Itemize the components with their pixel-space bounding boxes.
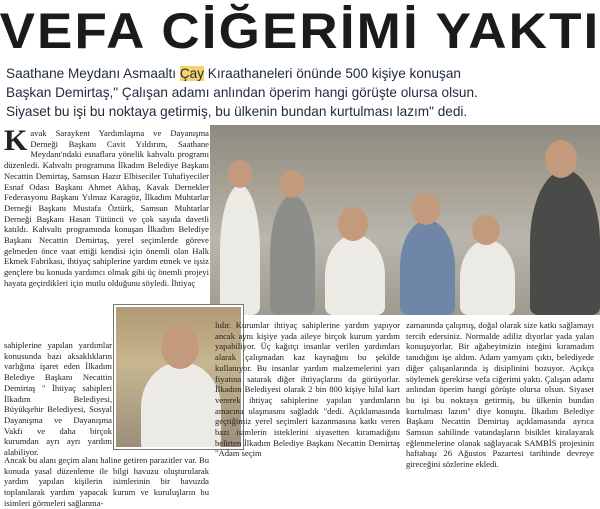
standfirst-line-2: Başkan Demirtaş," Çalışan adamı anlından öperim hangi görüşte olursa olsun. xyxy=(6,85,478,100)
body-text-3: zamanında çalışmış, doğal olarak size katkı sağlamayı tercih edersiniz. Normalde adiliz diyorlar yada yalan konuşuyorlar. Bir ağabeyimizin isteğini kıramadım tanıdığını işe aldım. Adam yamyam çıktı, belediyede diğer çalışanlarında iş disiplinini bozuyor. Açıkça söylemek gerekirse vefa ciğerimi yaktı. Çalışan adamı anlından öperim hangi görüşte olursa olsun. Siyaset bu işi bu noktaya getirmiş, bu ülkenin bundan kurtulması lazım" diye konuştu. İlkadım Belediye Başkanı Necattin Demirtaş açıklamasında ayrıca Samsun sahilinde vatandaşların bisiklet kiralayarak eğlenmelerine olanak sağlayacak SAMBİS projesinin haftabaşı 26 Ağustos Pazartesi tarihinde devreye gireceğini sözlerine ekledi. xyxy=(406,320,594,470)
body-text-1: avak Saraykent Yardımlaşma ve Dayanışma Derneği Başkanı Cavit Yıldırım, Saathane Meydanı'ndaki esnaflara yönelik kahvaltı programı düzenledi. Kahvaltı programına İlkadım Belediye Başkanı Necattin Demirtaş, Samsun Hazır Elbiseciler Tuhafiyeciler Esnaf Odası Başkanı Ahmet Akbaş, Kavak Dernekler Federasyonu Başkanı Yılmaz Karagöz, İlkadım Muhtarlar Derneği Başkanı Mustafa Öztürk, Samsun Muhtarlar Derneği Başkanı Hasan Tütüncü ve çok sayıda davetli katıldı. Kahvaltı programında konuşan İlkadım Belediye Başkanı Necattin Demirtaş, yerel seçimlerde göreve gelmeden önce vaat ettiği kendisi için önemli olan Halk Ekmek Fabrikası, ihtiyaç sahiplerine yardım etmek ve işsiz gençlere bu konuda yardımcı olmak gibi üç önemli projeyi hayata geçirdikleri için mutlu olduğunu söyledi. İhtiyaç xyxy=(4,128,209,288)
standfirst xyxy=(6,64,598,121)
body-column-2 xyxy=(215,320,400,459)
body-text-1b: sahiplerine yapılan yardımlar konusunda bazı aksaklıkların varlığına işaret eden İlkadım Belediye Başkanı Necattin Demirtaş " İhtiyaç sahipleri İlkadım Belediyesi, Büyükşehir Belediyesi, Sosyal Dayanışma ve Dayanışma Vakfı ve daha birçok kurumdan ayrı ayrı yardım alabiliyor. xyxy=(4,340,112,458)
body-column-3 xyxy=(406,320,594,470)
body-column-1b xyxy=(4,340,112,458)
body-text-1c: Ancak bu alanı geçim alanı haline getiren parazitler var. Bu konuda yasal düzenleme ile bilgi havuzu oluşturularak yardım yapılan kişilerin isimlerinin bir havuzda toplanılarak yardım yapacak kurum ve kuruluşların bu isimleri görmeleri sağlanma- xyxy=(4,455,209,508)
body-text-2: lıdır. Kurumlar ihtiyaç sahiplerine yardım yapıyor ancak aynı kişiye yada aileye birçok kurum yardım yapabiliyor. Üç kağıtçı insanlar verilen yardımları alarak çalışmadan kaz kaynağını bu şekilde kullanıyor. Bu insanlar yardım malzemelerini yarı fiyatına satarak diğer ihtiyaçlarını da görüyorlar. İlkadım Belediyesi olarak 2 bin 800 kişiye hilal kart vererek ihtiyaç sahiplerine yapılan yardımların amacına ulaşmasını sağladık "dedi. Açıklamasında geçtiğimiz yerel seçimleri kazanmasına katkı veren bazı isimlerin isteklerini siyasetten kıramadığını belirten İlkadım Belediye Başkanı Necattin Demirtaş "Adam seçim xyxy=(215,320,400,459)
main-photo xyxy=(210,125,600,315)
headline: VEFA CİĞERİMİ YAKTI xyxy=(0,3,600,59)
standfirst-line-3: Siyaset bu işi bu noktaya getirmiş, bu ülkenin bundan kurtulması lazım" dedi. xyxy=(6,104,468,119)
body-column-1 xyxy=(4,124,209,289)
body-column-1c xyxy=(4,455,209,509)
drop-cap: K xyxy=(4,124,28,157)
standfirst-line-1: Saathane Meydanı Asmaaltı Çay Kıraathaneleri önünde 500 kişiye konuşan xyxy=(6,66,461,81)
